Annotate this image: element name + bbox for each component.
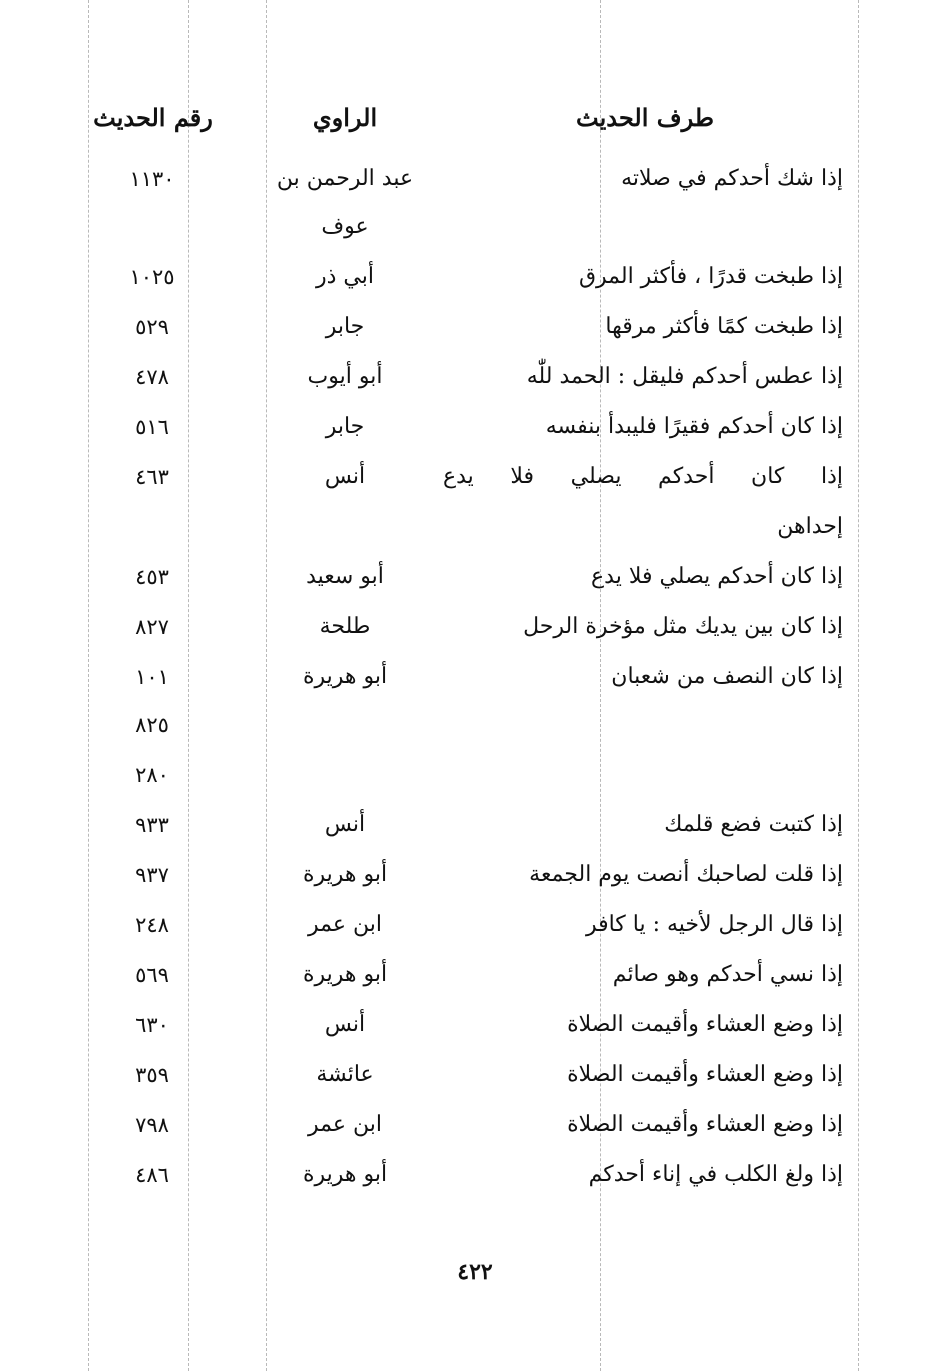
hadith-text-cell: إذا وضع العشاء وأقيمت الصلاة [567, 1112, 843, 1137]
narrator-cell: أبو هريرة [302, 1162, 388, 1187]
hadith-number-cell: ٤٥٣ [135, 565, 169, 589]
hadith-number-cell: ٥٢٩ [135, 315, 169, 339]
hadith-text-cell: إذا كان أحدكم يصلي فلا يدع [443, 464, 843, 489]
narrator-cell: أنس [324, 1012, 366, 1037]
hadith-text-cell: إذا ولغ الكلب في إناء أحدكم [588, 1162, 843, 1187]
column-header-hadith-number: رقم الحديث [93, 103, 213, 132]
hadith-number-cell: ٤٧٨ [135, 365, 169, 389]
hadith-number-cell: ٤٦٣ [135, 465, 169, 489]
narrator-cell: أبي ذر [316, 264, 374, 289]
hadith-number-cell: ٦٣٠ [135, 1013, 169, 1037]
narrator-cell: جابر [325, 414, 365, 439]
hadith-number-cell: ٢٤٨ [135, 913, 169, 937]
narrator-cell: أبو سعيد [306, 564, 384, 589]
hadith-text-cell: إذا كتبت فضع قلمك [664, 812, 843, 837]
hadith-number-cell: ٣٥٩ [135, 1063, 169, 1087]
hadith-number-cell: ١٠١ [135, 665, 169, 689]
narrator-cell: عائشة [316, 1062, 374, 1087]
hadith-text-cell: إذا طبخت كمًا فأكثر مرقها [605, 314, 843, 339]
narrator-cell: أنس [324, 464, 366, 489]
hadith-number-cell: ٩٣٧ [135, 863, 169, 887]
narrator-cell: ابن عمر [308, 912, 382, 937]
hadith-text-continuation: إحداهن [777, 514, 843, 539]
hadith-text-cell: إذا شك أحدكم في صلاته [621, 166, 843, 191]
hadith-text-cell: إذا كان أحدكم يصلي فلا يدع [591, 564, 843, 589]
hadith-number-cell: ٥١٦ [135, 415, 169, 439]
narrator-cell: أنس [324, 812, 366, 837]
hadith-number-cell: ١١٣٠ [129, 167, 175, 191]
hadith-number-cell: ٢٨٠ [135, 763, 169, 787]
hadith-number-cell: ٨٢٥ [135, 713, 169, 737]
hadith-number-cell: ٨٢٧ [135, 615, 169, 639]
hadith-text-cell: إذا قلت لصاحبك أنصت يوم الجمعة [529, 862, 843, 887]
hadith-text-cell: إذا قال الرجل لأخيه : يا كافر [585, 912, 843, 937]
narrator-cell: أبو هريرة [302, 962, 388, 987]
hadith-number-cell: ٥٦٩ [135, 963, 169, 987]
column-header-hadith-text: طرف الحديث [576, 103, 714, 132]
hadith-text-cell: إذا وضع العشاء وأقيمت الصلاة [567, 1012, 843, 1037]
hadith-number-cell: ٩٣٣ [135, 813, 169, 837]
column-header-narrator: الراوي [312, 103, 378, 132]
hadith-text-cell: إذا طبخت قدرًا ، فأكثر المرق [578, 264, 843, 289]
hadith-text-cell: إذا نسي أحدكم وهو صائم [612, 962, 843, 987]
narrator-cell: أبو هريرة [302, 664, 388, 689]
page-number: ٤٢٢ [457, 1259, 493, 1285]
narrator-cell: ابن عمر [308, 1112, 382, 1137]
hadith-text-cell: إذا كان النصف من شعبان [611, 664, 843, 689]
hadith-text-cell: إذا وضع العشاء وأقيمت الصلاة [567, 1062, 843, 1087]
narrator-cell: عوف [321, 214, 369, 239]
narrator-cell: جابر [325, 314, 365, 339]
hadith-text-cell: إذا كان بين يديك مثل مؤخرة الرحل [523, 614, 843, 639]
hadith-text-cell: إذا كان أحدكم فقيرًا فليبدأ بنفسه [545, 414, 843, 439]
scan-guide-line [858, 0, 859, 1371]
narrator-cell: طلحة [319, 614, 371, 639]
hadith-text-cell: إذا عطس أحدكم فليقل : الحمد للّٰه [526, 364, 843, 389]
hadith-number-cell: ٤٨٦ [135, 1163, 169, 1187]
narrator-cell: عبد الرحمن بن [276, 166, 414, 191]
hadith-number-cell: ١٠٢٥ [129, 265, 175, 289]
narrator-cell: أبو أيوب [307, 364, 383, 389]
hadith-number-cell: ٧٩٨ [135, 1113, 169, 1137]
narrator-cell: أبو هريرة [302, 862, 388, 887]
